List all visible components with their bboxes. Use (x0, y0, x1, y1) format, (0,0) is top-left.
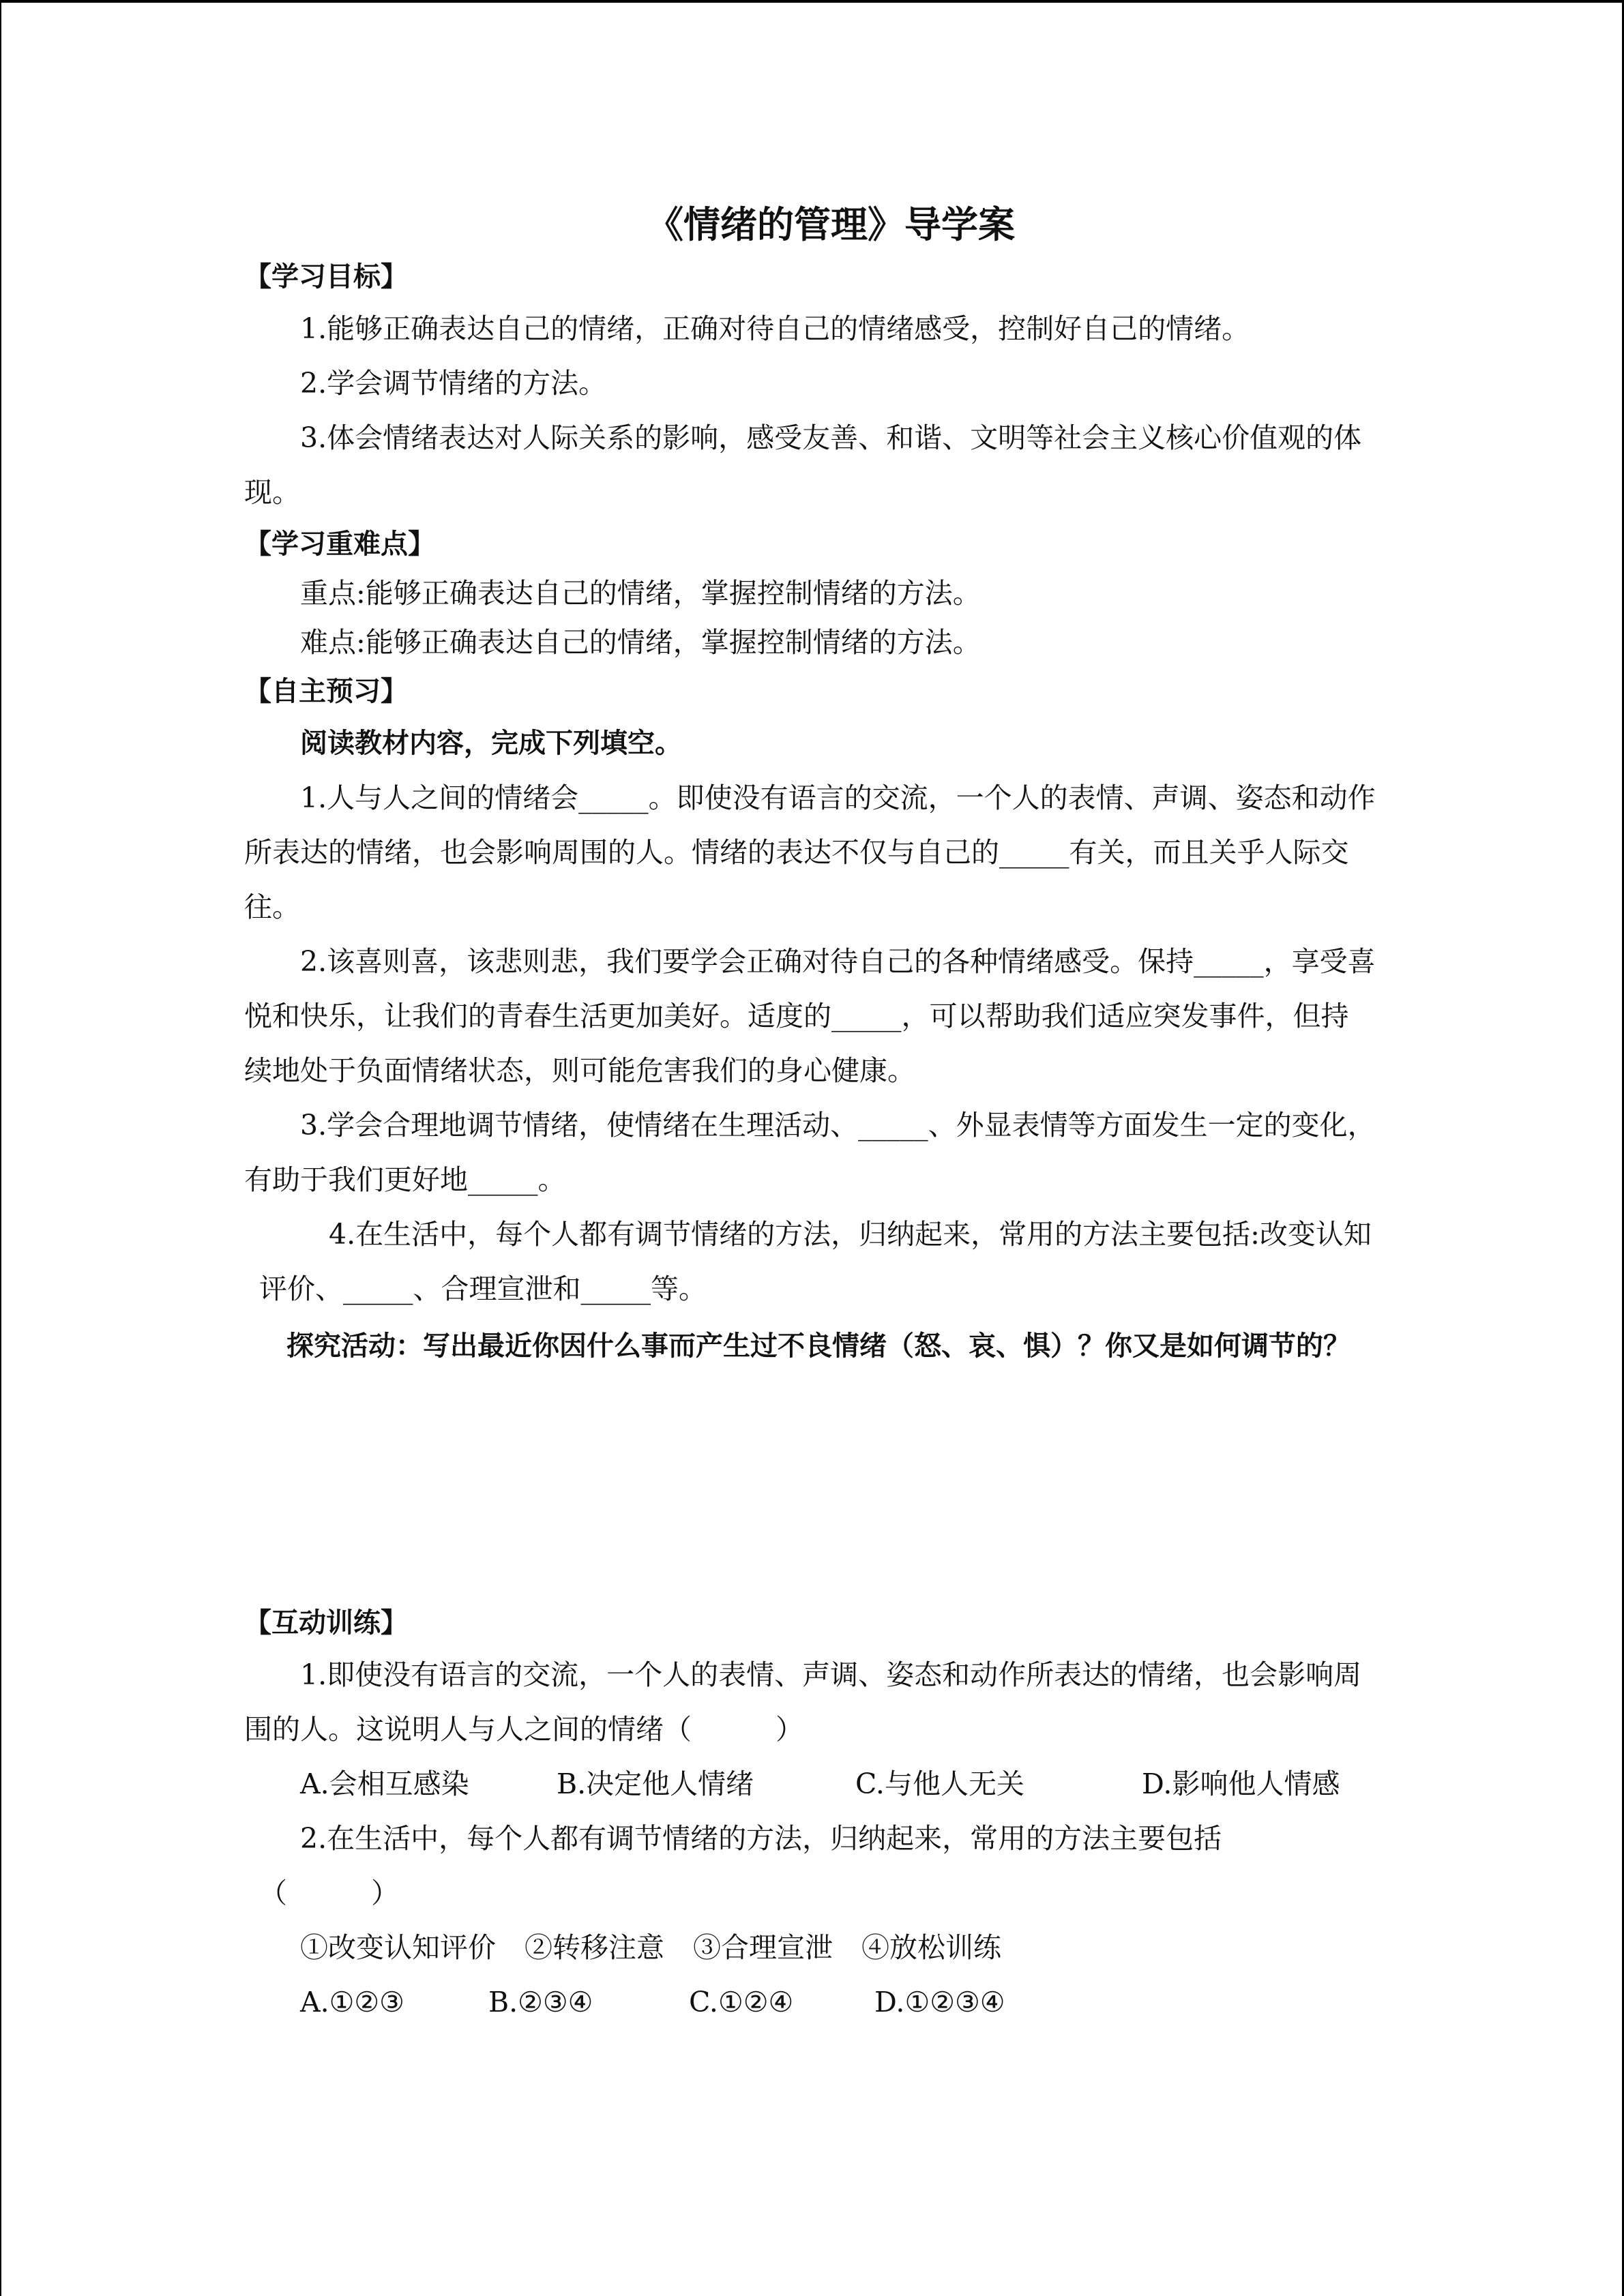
preview-item: 2.该喜则喜，该悲则悲，我们要学会正确对待自己的各种情绪感受。保持_____，享受喜悦和快乐，让我们的青春生活更加美好。适度的_____，可以帮助我们适应突发事件，但持续地处于负面情绪状态，则可能危害我们的身心健康。 (244, 945, 1376, 1087)
option-d: D.影响他人情感 (1142, 1768, 1340, 1800)
method-item: ④放松训练 (861, 1931, 1001, 1964)
option-b: B.决定他人情绪 (557, 1768, 754, 1800)
method-item: ③合理宣泄 (693, 1931, 833, 1964)
training-heading: 【互动训练】 (244, 1607, 408, 1639)
method-list (244, 1920, 1376, 1975)
question-stem: 1.即使没有语言的交流，一个人的表情、声调、姿态和动作所表达的情绪，也会影响周围的人。这说明人与人之间的情绪（ ） (244, 1658, 1362, 1746)
option-a: A.会相互感染 (300, 1768, 469, 1800)
difficult-point: 难点:能够正确表达自己的情绪，掌握控制情绪的方法。 (300, 626, 981, 659)
option-a: A.①②③ (300, 1986, 404, 2018)
inquiry-activity: 探究活动：写出最近你因什么事而产生过不良情绪（怒、哀、惧）？你又是如何调节的？ (286, 1330, 1350, 1362)
document-title: 《情绪的管理》导学案 (647, 203, 1015, 246)
option-d: D.①②③④ (874, 1986, 1005, 2018)
preview-item: 4.在生活中，每个人都有调节情绪的方法，归纳起来，常用的方法主要包括:改变认知评价、_____、合理宣泄和_____等。 (259, 1218, 1372, 1305)
method-item: ①改变认知评价 (300, 1931, 496, 1964)
goal-item: 2.学会调节情绪的方法。 (300, 367, 607, 400)
preview-item: 1.人与人之间的情绪会_____。即使没有语言的交流，一个人的表情、声调、姿态和动作所表达的情绪，也会影响周围的人。情绪的表达不仅与自己的_____有关，而且关乎人际交往。 (244, 781, 1376, 923)
option-b: B.②③④ (488, 1986, 593, 2018)
answer-space (244, 1373, 1376, 1598)
preview-item: 3.学会合理地调节情绪，使情绪在生理活动、_____、外显表情等方面发生一定的变化，有助于我们更好地_____。 (244, 1109, 1376, 1196)
preview-heading: 【自主预习】 (244, 676, 408, 707)
option-c: C.与他人无关 (855, 1768, 1024, 1800)
goals-heading: 【学习目标】 (244, 261, 408, 293)
question-options (244, 1975, 1376, 2029)
goal-item: 1.能够正确表达自己的情绪，正确对待自己的情绪感受，控制好自己的情绪。 (300, 312, 1250, 345)
question-stem: 2.在生活中，每个人都有调节情绪的方法，归纳起来，常用的方法主要包括 (300, 1822, 1222, 1855)
key-points-heading: 【学习重难点】 (244, 528, 435, 560)
method-item: ②转移注意 (525, 1931, 664, 1964)
answer-paren: （ ） (259, 1877, 399, 1909)
preview-instruction: 阅读教材内容，完成下列填空。 (300, 728, 682, 759)
key-point: 重点:能够正确表达自己的情绪，掌握控制情绪的方法。 (300, 577, 981, 610)
question-options (244, 1757, 1376, 1811)
document-page (244, 198, 1376, 2029)
option-c: C.①②④ (689, 1986, 794, 2018)
goal-item: 3.体会情绪表达对人际关系的影响，感受友善、和谐、文明等社会主义核心价值观的体现。 (244, 421, 1362, 509)
